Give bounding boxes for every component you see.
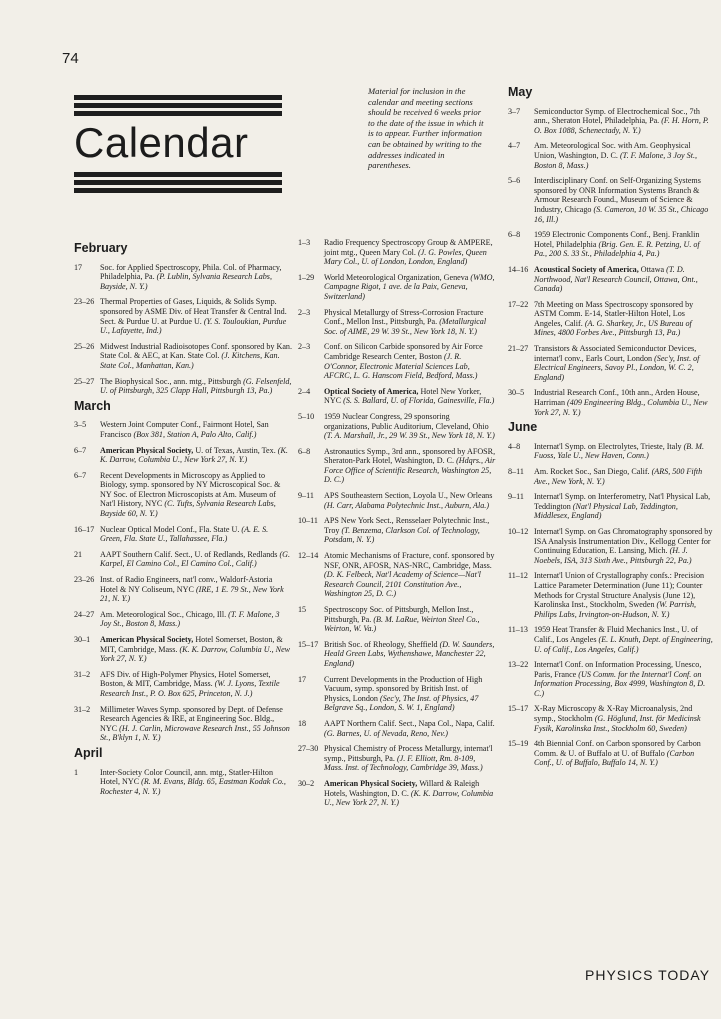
calendar-entry [74,768,292,797]
calendar-column-1 [74,238,292,802]
entry-description: Internat'l Union of Crystallography confs.: Precision Lattice Parameter Determination (June 11); Counter Methods for Crystal Structure Analysis (June 12), Karolinska Inst., Stockholm, Sweden [534,571,705,610]
entry-contact: (R. M. Evans, Bldg. 65, Eastman Kodak Co., Rochester 4, N. Y.) [100,777,286,796]
entry-description: 1959 Nuclear Congress, 29 sponsoring organizations, Public Auditorium, Cleveland, Ohio [324,411,489,431]
entry-description: AFS Div. of High-Polymer Physics, Hotel Somerset, Boston, & MIT, Cambridge, Mass. [100,669,271,689]
entry-date: 11–13 [508,625,528,635]
entry-description: Internat'l Conf. on Information Processing, Unesco, Paris, France [534,660,702,679]
calendar-entry [508,527,713,565]
entry-date: 6–8 [508,230,521,240]
calendar-entry [508,300,713,338]
calendar-entry [298,719,496,738]
calendar-entry [298,605,496,634]
calendar-entry [508,344,713,382]
calendar-entry [74,342,292,371]
entry-text [100,705,292,743]
calendar-entry [74,550,292,569]
entry-contact: (G. Barnes, U. of Nevada, Reno, Nev.) [324,728,448,738]
entry-description: Spectroscopy Soc. of Pittsburgh, Mellon Inst., Pittsburgh, Pa. [324,605,474,624]
entry-text [324,308,496,337]
calendar-entry [74,446,292,465]
entry-text [100,342,292,371]
entry-date: 6–7 [74,445,87,455]
entry-contact: (Sec'y, Inst. of Electrical Engineers, Savoy Pl., London, W. C. 2, England) [534,353,700,382]
entry-contact: (H. J. Carlin, Microwave Research Inst., 55 Johnson St., B'klyn 1, N. Y.) [100,723,290,743]
title-rule [74,111,282,116]
entry-contact: (T. Benzema, Clarkson Col. of Technology, Potsdam, N. Y.) [324,525,480,545]
entry-date: 8–11 [508,467,524,476]
entry-text [324,273,496,302]
entry-date: 1–3 [298,238,311,247]
entry-description: Am. Rocket Soc., San Diego, Calif. [534,467,652,476]
entry-contact: (WMO, Campagne Rigot, 1 ave. de la Paix, Geneva, Switzerland) [324,272,495,301]
entry-description: Internat'l Symp. on Gas Chromatography sponsored by ISA Analysis Instrumentation Div., Kellogg Center for Continuing Education, E. Lansing, Mich. [534,526,713,556]
entry-date: 23–26 [74,297,95,307]
entry-date: 3–5 [74,420,87,430]
entry-description: Astronautics Symp., 3rd ann., sponsored by AFOSR, Sheraton-Park Hotel, Washington, D. C. [324,446,496,466]
calendar-entry [508,739,713,768]
entry-date: 17 [298,674,307,684]
entry-text [534,467,713,486]
entry-description: Midwest Industrial Radioisotopes Conf. sponsored by Kan. State Col. & AEC, at Kan. State Col. [100,341,292,361]
title-rule [74,172,282,177]
calendar-entry [508,492,713,521]
entry-text [534,571,713,619]
entry-text [324,719,496,738]
entry-date: 1–29 [298,272,315,282]
entry-text [324,447,496,485]
entry-text [324,342,496,380]
entry-text [534,625,713,654]
entry-contact: (T. F. Malone, 3 Joy St., Boston 8, Mass.) [534,150,698,170]
calendar-entry [298,551,496,599]
calendar-entry [74,670,292,699]
calendar-column-3 [508,82,713,774]
entry-date: 10–12 [508,526,529,536]
entry-description: Millimeter Waves Symp. sponsored by Dept. of Defense Research Agencies & IRE, at Engineering Soc. Bldg., NYC [100,704,283,733]
calendar-column-2 [298,238,496,814]
entry-contact: (H. Carr, Alabama Polytechnic Inst., Auburn, Ala.) [324,500,490,510]
entry-description: AAPT Northern Calif. Sect., Napa Col., Napa, Calif. [324,718,495,728]
entry-text [100,670,292,699]
entry-date: 30–5 [508,388,525,398]
entry-description: Hotel New Yorker, NYC [324,386,482,406]
calendar-entry [508,230,713,259]
calendar-entry [508,176,713,224]
entry-description: Physical Chemistry of Process Metallurgy, internat'l symp., Pittsburgh, Pa. [324,744,493,763]
entry-contact: (J. Kitchens, Kan. State Col., Manhattan, Kan.) [100,351,280,370]
calendar-entry [298,491,496,510]
entry-date: 17–22 [508,299,529,309]
entry-text [534,388,713,417]
entry-date: 2–3 [298,342,311,352]
entry-date: 25–27 [74,376,95,386]
entry-date: 13–22 [508,660,529,670]
entry-text [324,675,496,713]
entry-contact: (T. D. Northwood, Nat'l Research Council, Ottawa, Ont., Canada) [534,264,698,294]
entry-contact: (D. K. Felbeck, Nat'l Academy of Science—Nat'l Research Council, 2101 Constitution Ave., Washington 25, D. C.) [324,570,481,599]
entry-date: 9–11 [508,492,524,502]
entry-contact: (K. K. Darrow, Columbia U., New York 27, N. Y.) [100,644,291,664]
entry-description: 7th Meeting on Mass Spectroscopy sponsored by ASTM Comm. E-14, Statler-Hilton Hotel, Los Angeles, Calif. [534,299,694,328]
entry-text [534,107,713,136]
entry-text [534,344,713,382]
entry-description: Inst. of Radio Engineers, nat'l conv., Waldorf-Astoria Hotel & NY Coliseum, NYC [100,575,273,594]
entry-text [324,779,496,808]
entry-text [534,141,713,170]
entry-description: Current Developments in the Production of High Vacuum, symp. sponsored by British Inst. of Physics, London [324,674,483,703]
calendar-entry [508,467,713,486]
entry-contact: (D. W. Saunders, Heald Green Labs, Wythenshawe, Manchester 22, England) [324,639,495,668]
entry-contact: (W. J. Lyons, Textile Research Inst., P. O. Box 625, Princeton, N. J.) [100,679,280,698]
entry-date: 15–17 [508,704,529,714]
entry-contact: (Hdqrs., Air Force Office of Scientific Research, Washington 25, D. C.) [324,456,496,485]
entry-date: 2–4 [298,386,311,396]
entry-contact: (US Comm. for the Internat'l Conf. on Information Processing, Box 4999, Washington 8, D. C.) [534,669,706,698]
entry-date: 18 [298,718,307,728]
month-heading: June [508,420,538,435]
entry-contact: (Sec'y, The Inst. of Physics, 47 Belgrave Sq., London, S. W. 1, England) [324,693,479,713]
calendar-entry [298,640,496,669]
entry-contact: (F. H. Horn, P. O. Box 1088, Schenectady, N. Y.) [534,116,709,135]
calendar-entry [298,516,496,545]
calendar-entry [508,388,713,417]
entry-society: Optical Society of America, [324,386,421,396]
entry-contact: (H. J. Noebels, ISA, 313 Sixth Ave., Pittsburgh 22, Pa.) [534,546,692,565]
calendar-entry [508,704,713,733]
title-rule [74,180,282,185]
entry-text [534,300,713,338]
month-heading: April [74,745,103,760]
entry-date: 11–12 [508,571,528,581]
entry-date: 12–14 [298,551,319,561]
month-heading: February [74,241,128,255]
entry-contact: (C. Tufts, Sylvania Research Labs, Bayside 60, N. Y.) [100,499,276,519]
entry-date: 4–8 [508,441,521,451]
entry-contact: (K. K. Darrow, Columbia U., New York 27, N. Y.) [324,788,494,808]
entry-text [324,412,496,441]
calendar-entry [74,635,292,664]
footer-journal-name: PHYSICS TODAY [585,967,711,983]
calendar-entry [508,625,713,654]
entry-date: 4–7 [508,141,521,151]
entry-date: 3–7 [508,106,521,116]
calendar-entry [508,141,713,170]
calendar-entry [74,263,292,292]
calendar-entry [74,377,292,396]
entry-text [324,238,496,267]
entry-text [534,660,713,698]
entry-description: Western Joint Computer Conf., Fairmont Hotel, San Francisco [100,420,269,439]
entry-contact: (Nat'l Physical Lab, Teddington, Middlesex, England) [534,501,678,521]
entry-date: 30–2 [298,778,315,788]
calendar-entry [298,447,496,485]
entry-text [534,230,713,259]
entry-description: 1959 Electronic Components Conf., Benj. Franklin Hotel, Philadelphia [534,230,700,249]
entry-description: Interdisciplinary Conf. on Self-Organizing Systems sponsored by ONR Information Systems Branch & Armour Research Found., Museum of Science & Industry, Chicago [534,176,701,214]
calendar-entry [298,238,496,267]
calendar-entry [298,387,496,406]
entry-contact: (B. M. LaRue, Weirton Steel Co., Weirton, W. Va.) [324,614,480,634]
entry-contact: (J. G. Powles, Queen Mary Col., U. of London, London, England) [324,247,487,267]
entry-date: 2–3 [298,307,311,317]
calendar-entry [508,571,713,619]
entry-text [100,471,292,519]
entry-text [324,640,496,669]
entry-contact: (B. M. Fuoss, Yale U., New Haven, Conn.) [534,441,705,461]
calendar-entry [298,342,496,380]
calendar-entry [298,412,496,441]
entry-contact: (S. Cameron, 10 W. 35 St., Chicago 16, Ill.) [534,204,709,224]
entry-date: 5–6 [508,176,521,186]
entry-description: World Meteorological Organization, Geneva [324,272,471,282]
month-heading: March [74,398,111,413]
entry-description: Recent Developments in Microscopy as Applied to Biology, symp. sponsored by NY Microscopical Soc. & NY Soc. of Electron Microscopists at Am. Museum of Nat'l History, NYC [100,470,281,509]
entry-description: Thermal Properties of Gases, Liquids, & Solids Symp. sponsored by ASME Div. of Heat Transfer & Central Ind. Sect. & Purdue U. at Purdue U. [100,297,287,326]
calendar-entry [298,308,496,337]
entry-description: AAPT Southern Calif. Sect., U. of Redlands, Redlands [100,549,280,559]
entry-description: Hotel Somerset, Boston, & MIT, Cambridge, Mass. [100,635,283,654]
entry-text [324,516,496,545]
entry-contact: (E. L. Knuth, Dept. of Engineering, U. of Calif., Los Angeles, Calif.) [534,634,713,654]
entry-date: 1 [74,767,79,777]
entry-society: Acoustical Society of America, [534,264,641,274]
entry-society: American Physical Society, [100,445,196,455]
month-heading: May [508,85,533,99]
entry-text [100,550,292,569]
entry-description: U. of Texas, Austin, Tex. [195,445,278,455]
entry-description: Ottawa [640,264,667,274]
entry-date: 17 [74,262,83,272]
entry-description: Internat'l Symp. on Interferometry, Nat'l Physical Lab, Teddington [534,492,711,511]
entry-text [534,527,713,565]
entry-text [100,575,292,604]
entry-text [324,605,496,634]
entry-description: Internat'l Symp. on Electrolytes, Trieste, Italy [534,441,684,451]
entry-description: Semiconductor Symp. of Electrochemical Soc., 7th ann., Sheraton Hotel, Philadelphia, Pa. [534,106,700,126]
calendar-entry [508,265,713,294]
entry-date: 23–26 [74,575,95,585]
entry-date: 25–26 [74,341,95,351]
entry-description: APS Southeastern Section, Loyola U., New Orleans [324,491,493,501]
calendar-entry [508,442,713,461]
entry-text [324,744,496,773]
calendar-entry [508,107,713,136]
entry-text [100,297,292,335]
entry-description: Radio Frequency Spectroscopy Group & AMPERE, joint mtg., Queen Mary Col. [324,238,493,257]
entry-date: 15–17 [298,639,319,649]
title-rule [74,95,282,100]
calendar-entry [298,273,496,302]
entry-text [534,492,713,521]
calendar-entry [74,705,292,743]
entry-description: Willard & Raleigh Hotels, Washington, D. C. [324,778,480,798]
entry-contact: (ARS, 500 Fifth Ave., New York, N. Y.) [534,467,703,486]
calendar-entry [74,420,292,439]
entry-contact: (T. A. Marshall, Jr., 29 W. 39 St., New York 18, N. Y.) [324,431,495,441]
intro-note: Material for inclusion in the calendar and meeting sections should be received 6 weeks prior to the date of the issue in which it is to appear. Further information can be obtained by writing to the addresses indicated in parentheses. [368,86,484,171]
entry-date: 6–8 [298,446,311,456]
entry-society: American Physical Society, [100,635,196,644]
entry-contact: (409 Engineering Bldg., Columbia U., New York 27, N. Y.) [534,398,708,417]
calendar-entry [74,297,292,335]
entry-date: 24–27 [74,609,95,619]
calendar-entry [74,471,292,519]
entry-contact: (T. F. Malone, 3 Joy St., Boston 8, Mass.) [100,609,280,629]
entry-description: X-Ray Microscopy & X-Ray Microanalysis, 2nd symp., Stockholm [534,704,693,724]
entry-text [534,739,713,768]
entry-text [100,768,292,797]
entry-contact: (Y. S. Touloukian, Purdue U., Lafayette, Ind.) [100,316,287,336]
entry-contact: (P. Lublin, Sylvania Research Labs, Bayside, N. Y.) [100,272,272,291]
page-number: 74 [62,50,79,67]
entry-text [100,610,292,629]
entry-date: 31–2 [74,704,91,714]
calendar-entry [508,660,713,698]
entry-contact: (J. R. O'Connor, Electronic Material Sciences Lab, AFCRC, L. G. Hanscom Field, Bedford, Mass.) [324,351,478,381]
entry-date: 5–10 [298,411,315,421]
entry-contact: (G. Felsenfeld, U. of Pittsburgh, 325 Clapp Hall, Pittsburgh 13, Pa.) [100,376,292,396]
entry-description: The Biophysical Soc., ann. mtg., Pittsburgh [100,376,244,386]
entry-description: British Soc. of Rheology, Sheffield [324,639,440,649]
entry-description: APS New York Sect., Rensselaer Polytechnic Inst., Troy [324,516,490,535]
entry-text [100,420,292,439]
entry-text [100,377,292,396]
entry-text [100,525,292,544]
entry-text [534,176,713,224]
entry-text [324,551,496,599]
entry-description: Soc. for Applied Spectroscopy, Phila. Col. of Pharmacy, Philadelphia, Pa. [100,262,282,282]
entry-date: 31–2 [74,669,91,679]
entry-date: 21–27 [508,344,529,354]
page-title: Calendar [74,119,249,166]
entry-description: Industrial Research Conf., 10th ann., Arden House, Harriman [534,388,700,408]
entry-description: Nuclear Optical Model Conf., Fla. State U. [100,524,242,534]
entry-contact: (S. S. Ballard, U. of Florida, Gainesville, Fla.) [343,396,495,406]
entry-date: 16–17 [74,524,95,534]
calendar-entry [298,675,496,713]
title-rule [74,188,282,193]
entry-description: Am. Meteorological Soc. with Am. Geophysical Union, Washington, D. C. [534,141,691,160]
entry-contact: (Box 381, Station A, Palo Alto, Calif.) [133,429,257,439]
entry-contact: (G. Höglund, Inst. för Medicinsk Fysik, Karolinska Inst., Stockholm 60, Sweden) [534,714,701,733]
entry-text [534,704,713,733]
entry-description: Transistors & Associated Semiconductor Devices, internat'l conv., Earls Court, London [534,344,697,363]
calendar-entry [298,779,496,808]
entry-date: 6–7 [74,470,87,480]
entry-text [324,387,496,406]
entry-description: Physical Metallurgy of Stress-Corrosion Fracture Conf., Mellon Inst., Pittsburgh, Pa. [324,307,484,327]
entry-description: Conf. on Silicon Carbide sponsored by Air Force Cambridge Research Center, Boston [324,342,483,361]
entry-text [100,263,292,292]
entry-date: 9–11 [298,491,314,501]
calendar-entry [74,610,292,629]
entry-description: Atomic Mechanisms of Fracture, conf. sponsored by NSF, ONR, AFOSR, NAS-NRC, Cambridge, Mass. [324,551,495,570]
entry-contact: (Carbon Conf., U. of Buffalo, Buffalo 14, N. Y.) [534,748,695,768]
calendar-entry [74,575,292,604]
entry-contact: (A. E. S. Green, Fla. State U., Tallahassee, Fla.) [100,524,269,544]
entry-contact: (Brig. Gen. E. R. Petzing, U. of Pa., 200 S. 33 St., Philadelphia 4, Pa.) [534,239,700,259]
calendar-entry [298,744,496,773]
entry-date: 15–19 [508,739,529,749]
title-rule [74,103,282,108]
calendar-entry [74,525,292,544]
entry-description: 4th Biennial Conf. on Carbon sponsored by Carbon Comm. & U. of Buffalo at U. of Buffalo [534,739,701,758]
entry-contact: (K. K. Darrow, Columbia U., New York 27, N. Y.) [100,445,288,465]
entry-date: 14–16 [508,264,529,274]
entry-contact: (IRE, 1 E. 79 St., New York 21, N. Y.) [100,584,284,604]
entry-date: 27–30 [298,744,319,754]
entry-date: 15 [298,605,307,614]
entry-text [100,446,292,465]
entry-text [534,265,713,294]
entry-contact: (A. G. Sharkey, Jr., US Bureau of Mines, 4800 Forbes Ave., Pittsburgh 13, Pa.) [534,318,692,338]
entry-text [324,491,496,510]
entry-description: Inter-Society Color Council, ann. mtg., Statler-Hilton Hotel, NYC [100,767,273,787]
title-block [74,95,282,196]
entry-date: 30–1 [74,635,91,644]
entry-contact: (J. F. Elliott, Rm. 8-109, Mass. Inst. of Technology, Cambridge 39, Mass.) [324,753,483,773]
entry-date: 10–11 [298,516,318,526]
entry-description: Am. Meteorological Soc., Chicago, Ill. [100,609,229,619]
entry-description: 1959 Heat Transfer & Fluid Mechanics Inst., U. of Calif., Los Angeles [534,625,698,644]
entry-text [534,442,713,461]
entry-society: American Physical Society, [324,778,420,788]
entry-contact: (G. Karpel, El Camino Col., El Camino Col., Calif.) [100,549,291,569]
entry-text [100,635,292,664]
entry-contact: (Metallurgical Soc. of AIME, 29 W. 39 St., New York 18, N. Y.) [324,317,487,336]
entry-contact: (W. Parrish, Philips Labs, Irvington-on-Hudson, N. Y.) [534,600,697,619]
entry-date: 21 [74,549,83,559]
